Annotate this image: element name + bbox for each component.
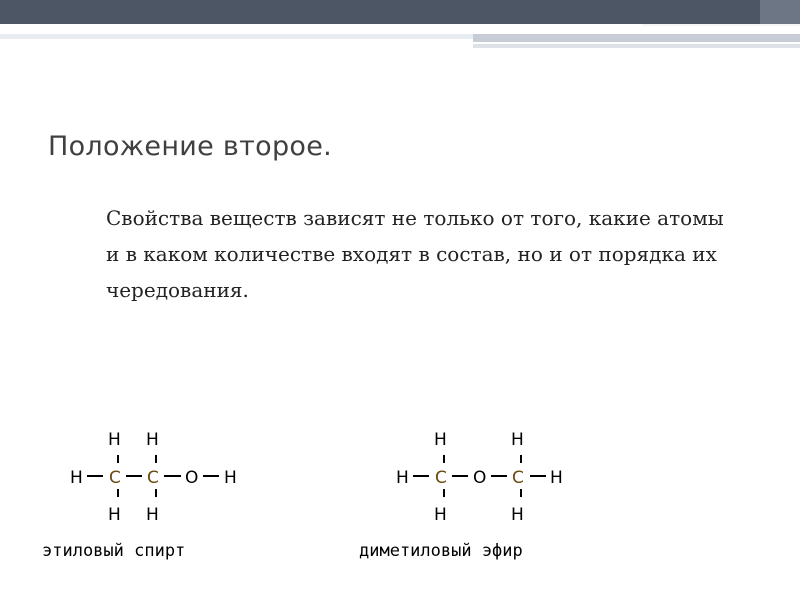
atom-o: O [473,468,487,488]
atom-h: H [511,505,524,525]
atom-h: H [434,430,447,450]
atom-c: C [147,468,159,488]
slide-paragraph: Свойства веществ зависят не только от того, какие атомы и в каком количестве входят в состав, но и от порядка их чередования. [106,206,724,302]
atom-h: H [511,430,524,450]
dimethyl-ether-formula [396,430,563,525]
atom-h: H [224,468,237,488]
slide-title: Положение второе. [48,131,333,162]
atom-h: H [146,505,159,525]
atom-h: H [550,468,563,488]
dimethyl-ether-caption: диметиловый эфир [359,541,523,561]
atom-h: H [108,505,121,525]
atom-c: C [512,468,524,488]
ethanol-caption: этиловый спирт [42,541,186,561]
atom-h: H [396,468,409,488]
atom-h: H [70,468,83,488]
atom-h: H [434,505,447,525]
atom-o: O [185,468,199,488]
ethanol-formula [70,430,237,525]
atom-c: C [109,468,121,488]
atom-h: H [146,430,159,450]
atom-c: C [435,468,447,488]
atom-h: H [108,430,121,450]
